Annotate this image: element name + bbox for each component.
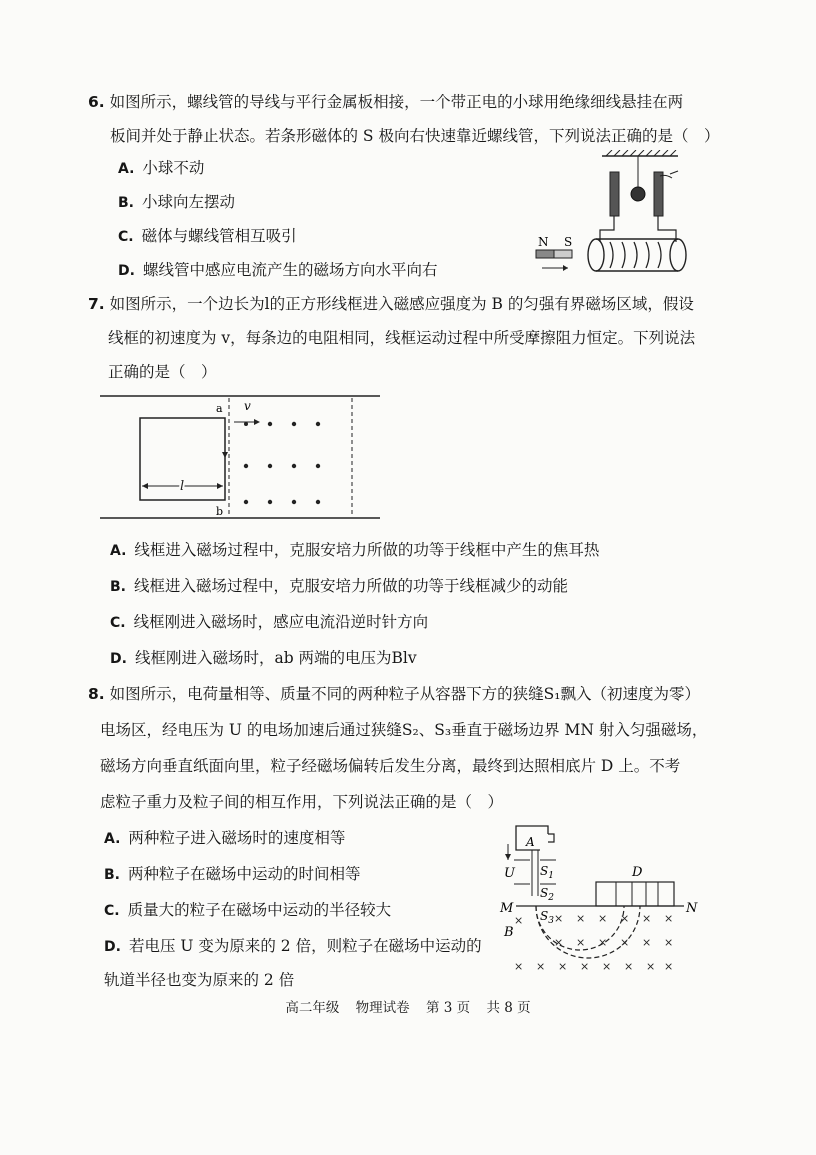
- svg-text:×: ×: [576, 912, 586, 925]
- svg-text:×: ×: [598, 936, 608, 949]
- option-label: B.: [118, 195, 134, 211]
- boundary-m-label: M: [500, 901, 514, 916]
- option-label: B.: [110, 579, 126, 595]
- q7-line3: 正确的是（ ）: [108, 363, 217, 381]
- q8-line3: 磁场方向垂直纸面向里，粒子经磁场偏转后发生分离，最终到达照相底片 D 上。不考: [100, 757, 681, 775]
- page-footer: [0, 996, 816, 1016]
- option-label: A.: [110, 543, 127, 559]
- option-label: B.: [104, 867, 120, 883]
- q6-option-c: [118, 226, 297, 247]
- option-label: A.: [118, 161, 135, 177]
- svg-text:×: ×: [558, 960, 568, 973]
- option-text: 若电压 U 变为原来的 2 倍，则粒子在磁场中运动的: [128, 937, 482, 955]
- option-text: 小球向左摆动: [142, 193, 236, 211]
- footer-subject: 物理试卷: [355, 1000, 410, 1016]
- option-text: 两种粒子进入磁场时的速度相等: [128, 829, 346, 847]
- svg-text:×: ×: [514, 960, 524, 973]
- field-b-label: B: [504, 925, 514, 940]
- option-label: C.: [118, 229, 134, 245]
- svg-text:×: ×: [602, 960, 612, 973]
- plate-d-label: D: [632, 865, 643, 880]
- option-text: 小球不动: [142, 159, 205, 177]
- svg-text:×: ×: [624, 960, 634, 973]
- corner-b-label: b: [216, 505, 224, 518]
- q8-figure-mass-spectrometer: [496, 824, 701, 980]
- voltage-u-label: U: [504, 866, 515, 881]
- q7-figure-loop: [98, 392, 383, 528]
- q6-number: 6.: [88, 93, 105, 111]
- slit-s1-label: $S_1$: [540, 864, 554, 881]
- option-text: 线框刚进入磁场时，感应电流沿逆时针方向: [133, 613, 429, 631]
- option-text: 两种粒子在磁场中运动的时间相等: [128, 865, 361, 883]
- svg-text:×: ×: [576, 936, 586, 949]
- option-text: 线框刚进入磁场时，ab 两端的电压为Blv: [134, 649, 417, 667]
- q7-line2: 线框的初速度为 v，每条边的电阻相同，线框运动过程中所受摩擦阻力恒定。下列说法: [108, 329, 696, 347]
- q8-option-d: [104, 936, 482, 957]
- q6-figure-solenoid: [530, 150, 690, 284]
- slit-s3-label: $S_3$: [540, 909, 554, 926]
- magnet-n-label: N: [538, 235, 549, 249]
- q6-text-1: 如图所示，螺线管的导线与平行金属板相接，一个带正电的小球用绝缘细线悬挂在两: [109, 93, 684, 111]
- q6-line1: [88, 92, 683, 112]
- footer-page: 第 3 页: [425, 1000, 471, 1016]
- option-text: 线框进入磁场过程中，克服安培力所做的功等于线框减少的动能: [134, 577, 569, 595]
- svg-text:×: ×: [646, 960, 656, 973]
- q8-number: 8.: [88, 685, 105, 703]
- q6-option-d: [118, 260, 437, 281]
- svg-text:×: ×: [642, 936, 652, 949]
- option-label: D.: [104, 939, 121, 955]
- option-label: D.: [110, 651, 127, 667]
- option-text: 质量大的粒子在磁场中运动的半径较大: [127, 901, 392, 919]
- q7-option-d: [110, 648, 417, 669]
- q8-option-d-continued: 轨道半径也变为原来的 2 倍: [104, 971, 295, 989]
- q7-option-b: [110, 576, 568, 597]
- svg-text:×: ×: [620, 912, 630, 925]
- svg-text:×: ×: [664, 936, 674, 949]
- q8-line2: 电场区，经电压为 U 的电场加速后通过狭缝S₂、S₃垂直于磁场边界 MN 射入匀强磁场，: [100, 721, 708, 739]
- svg-text:×: ×: [536, 960, 546, 973]
- slit-s2-label: $S_2$: [540, 886, 554, 903]
- boundary-n-label: N: [686, 901, 698, 916]
- q8-line1: [88, 684, 700, 704]
- q6-option-a: [118, 158, 204, 179]
- q8-option-c: [104, 900, 391, 921]
- option-label: A.: [104, 831, 121, 847]
- svg-text:×: ×: [642, 912, 652, 925]
- q8-option-a: [104, 828, 345, 849]
- q7-option-a: [110, 540, 599, 561]
- option-label: C.: [110, 615, 126, 631]
- q7-text-1: 如图所示，一个边长为l的正方形线框进入磁感应强度为 B 的匀强有界磁场区域，假设: [109, 295, 694, 313]
- svg-text:×: ×: [554, 936, 564, 949]
- q8-option-b: [104, 864, 361, 885]
- svg-text:×: ×: [514, 914, 524, 927]
- option-text: 螺线管中感应电流产生的磁场方向水平向右: [142, 261, 438, 279]
- option-text: 线框进入磁场过程中，克服安培力所做的功等于线框中产生的焦耳热: [134, 541, 600, 559]
- svg-text:×: ×: [554, 912, 564, 925]
- footer-grade: 高二年级: [285, 1000, 340, 1016]
- option-text: 磁体与螺线管相互吸引: [141, 227, 297, 245]
- velocity-label: v: [244, 399, 251, 413]
- q8-text-1: 如图所示，电荷量相等、质量不同的两种粒子从容器下方的狭缝S₁飘入（初速度为零）: [109, 685, 700, 703]
- q8-line4: 虑粒子重力及粒子间的相互作用，下列说法正确的是（ ）: [100, 793, 504, 811]
- q7-option-c: [110, 612, 428, 633]
- svg-text:×: ×: [620, 936, 630, 949]
- q6-option-b: [118, 192, 235, 213]
- option-label: C.: [104, 903, 120, 919]
- length-label: l: [180, 479, 185, 494]
- q6-line2: 板间并处于静止状态。若条形磁体的 S 极向右快速靠近螺线管，下列说法正确的是（ ）: [110, 127, 720, 145]
- svg-text:×: ×: [598, 912, 608, 925]
- corner-a-label: a: [216, 402, 223, 415]
- svg-text:×: ×: [664, 912, 674, 925]
- option-label: D.: [118, 263, 135, 279]
- svg-text:×: ×: [664, 960, 674, 973]
- magnet-s-label: S: [564, 235, 573, 249]
- container-a-label: A: [526, 835, 535, 849]
- footer-total: 共 8 页: [486, 1000, 531, 1016]
- svg-text:×: ×: [580, 960, 590, 973]
- q7-line1: [88, 294, 694, 314]
- q7-number: 7.: [88, 295, 105, 313]
